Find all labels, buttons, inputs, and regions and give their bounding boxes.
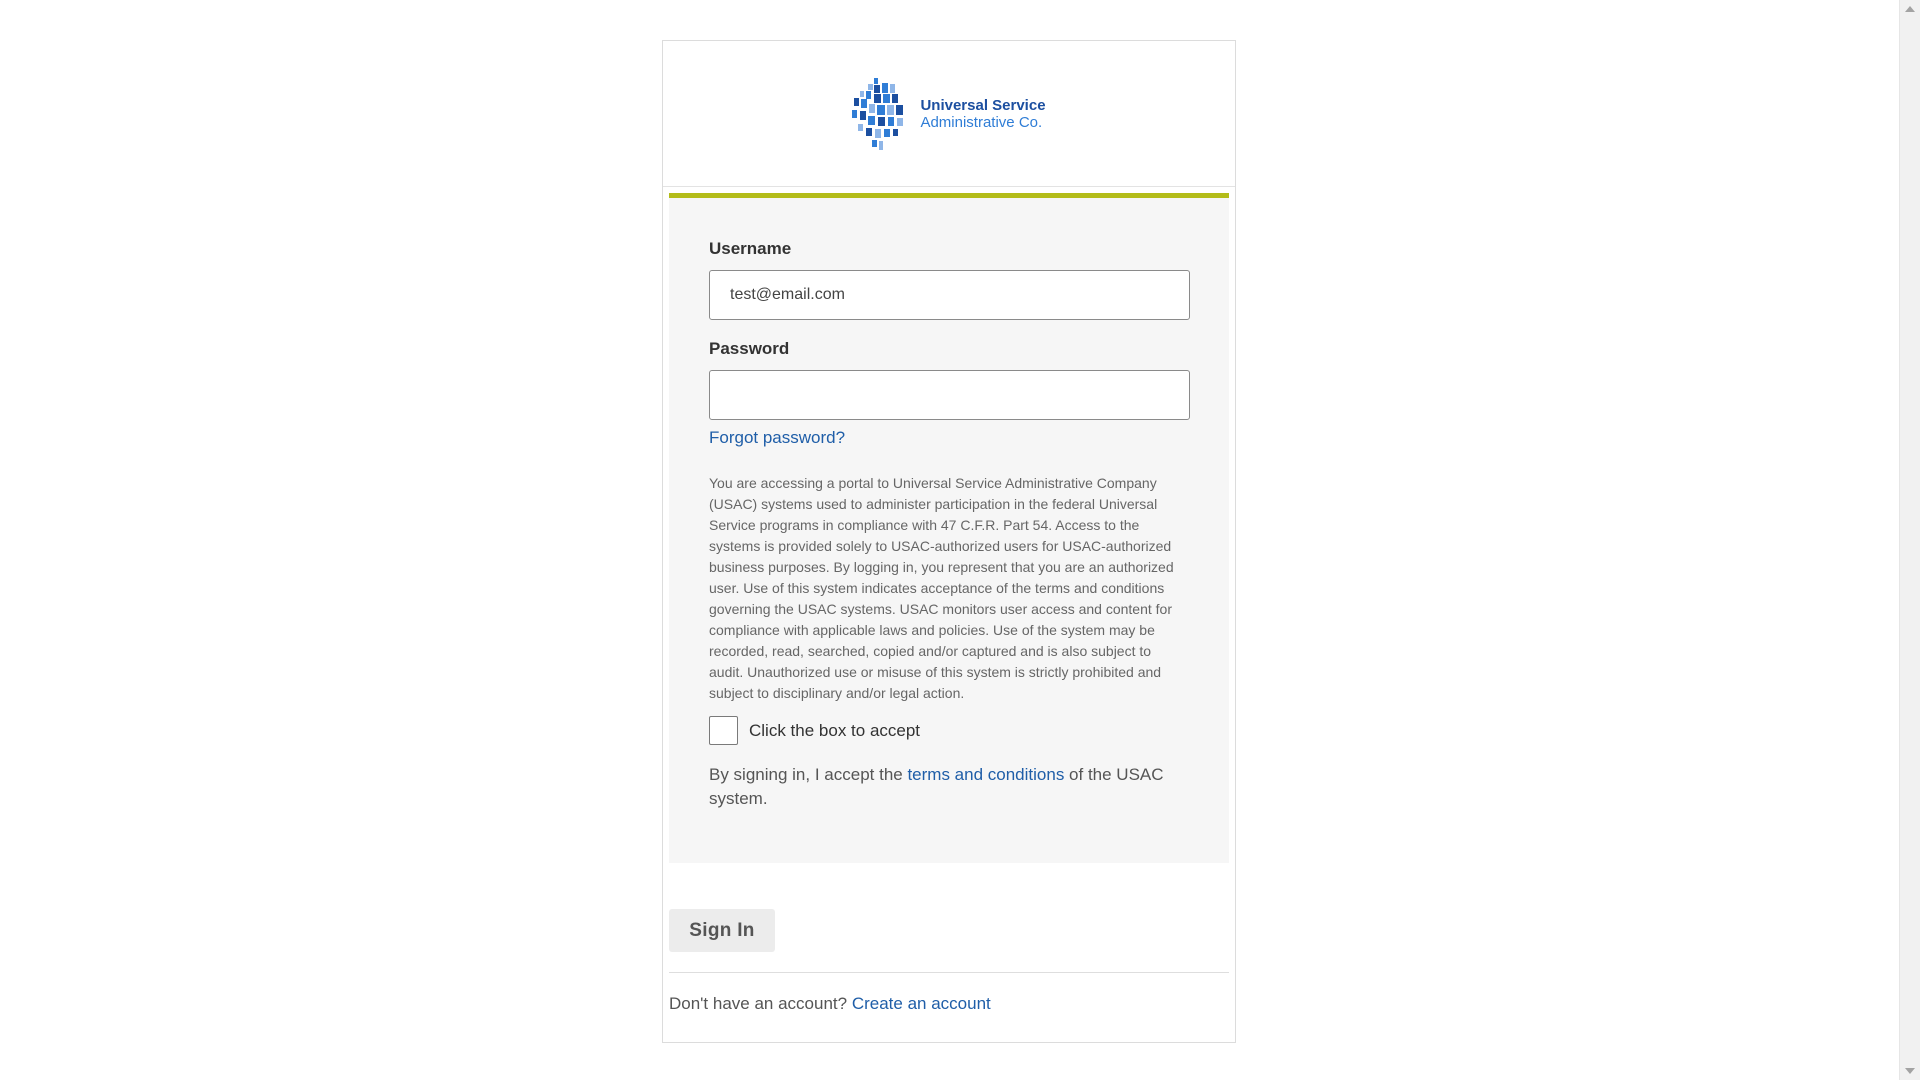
- logo-text-line1: Universal Service: [920, 96, 1046, 114]
- scroll-down-icon[interactable]: [1905, 1068, 1915, 1074]
- terms-link[interactable]: terms and conditions: [907, 765, 1065, 784]
- accept-label: Click the box to accept: [749, 720, 921, 740]
- usage-disclaimer: You are accessing a portal to Universal Service Administrative Company (USAC) systems used to administer participation in the federal Universal Service programs in compliance with 47 C.F.R. Part 54. Access to the systems is provided solely to USAC-authorized users for USAC-authorized business purposes. By logging in, you represent that you are an authorized user. Use of this system indicates acceptance of the terms and conditions governing the USAC systems. USAC monitors user access and content for compliance with applicable laws and policies. Use of the system may be recorded, read, searched, copied and/or captured and is also subject to audit. Unauthorized use or misuse of this system is strictly prohibited and subject to disciplinary and/or legal action.: [709, 475, 1174, 701]
- footer-divider: [669, 972, 1229, 973]
- logo-header: [663, 41, 1235, 187]
- sign-in-button[interactable]: Sign In: [669, 909, 775, 952]
- username-input[interactable]: [709, 270, 1190, 320]
- terms-suffix: of the USAC system.: [709, 765, 1164, 808]
- login-form-panel: [669, 193, 1229, 863]
- terms-statement: [709, 763, 1179, 811]
- usac-logo-mark-icon: [852, 78, 914, 150]
- no-account-prompt: Don't have an account?: [669, 994, 852, 1013]
- create-account-link[interactable]: Create an account: [851, 994, 991, 1013]
- scroll-up-icon[interactable]: [1905, 6, 1915, 12]
- password-label: Password: [709, 339, 790, 358]
- login-card: [662, 40, 1236, 1043]
- terms-prefix: By signing in, I accept the: [709, 765, 908, 784]
- forgot-password-link[interactable]: Forgot password?: [709, 428, 846, 447]
- logo-text-line2: Administrative Co.: [920, 113, 1043, 131]
- create-account-row: [669, 994, 991, 1014]
- password-input[interactable]: [709, 370, 1190, 420]
- usac-logo: [852, 78, 1045, 150]
- accept-checkbox[interactable]: [709, 716, 738, 745]
- accept-row: [709, 716, 1189, 745]
- page-scrollbar[interactable]: [1899, 0, 1920, 1080]
- username-label: Username: [709, 239, 792, 258]
